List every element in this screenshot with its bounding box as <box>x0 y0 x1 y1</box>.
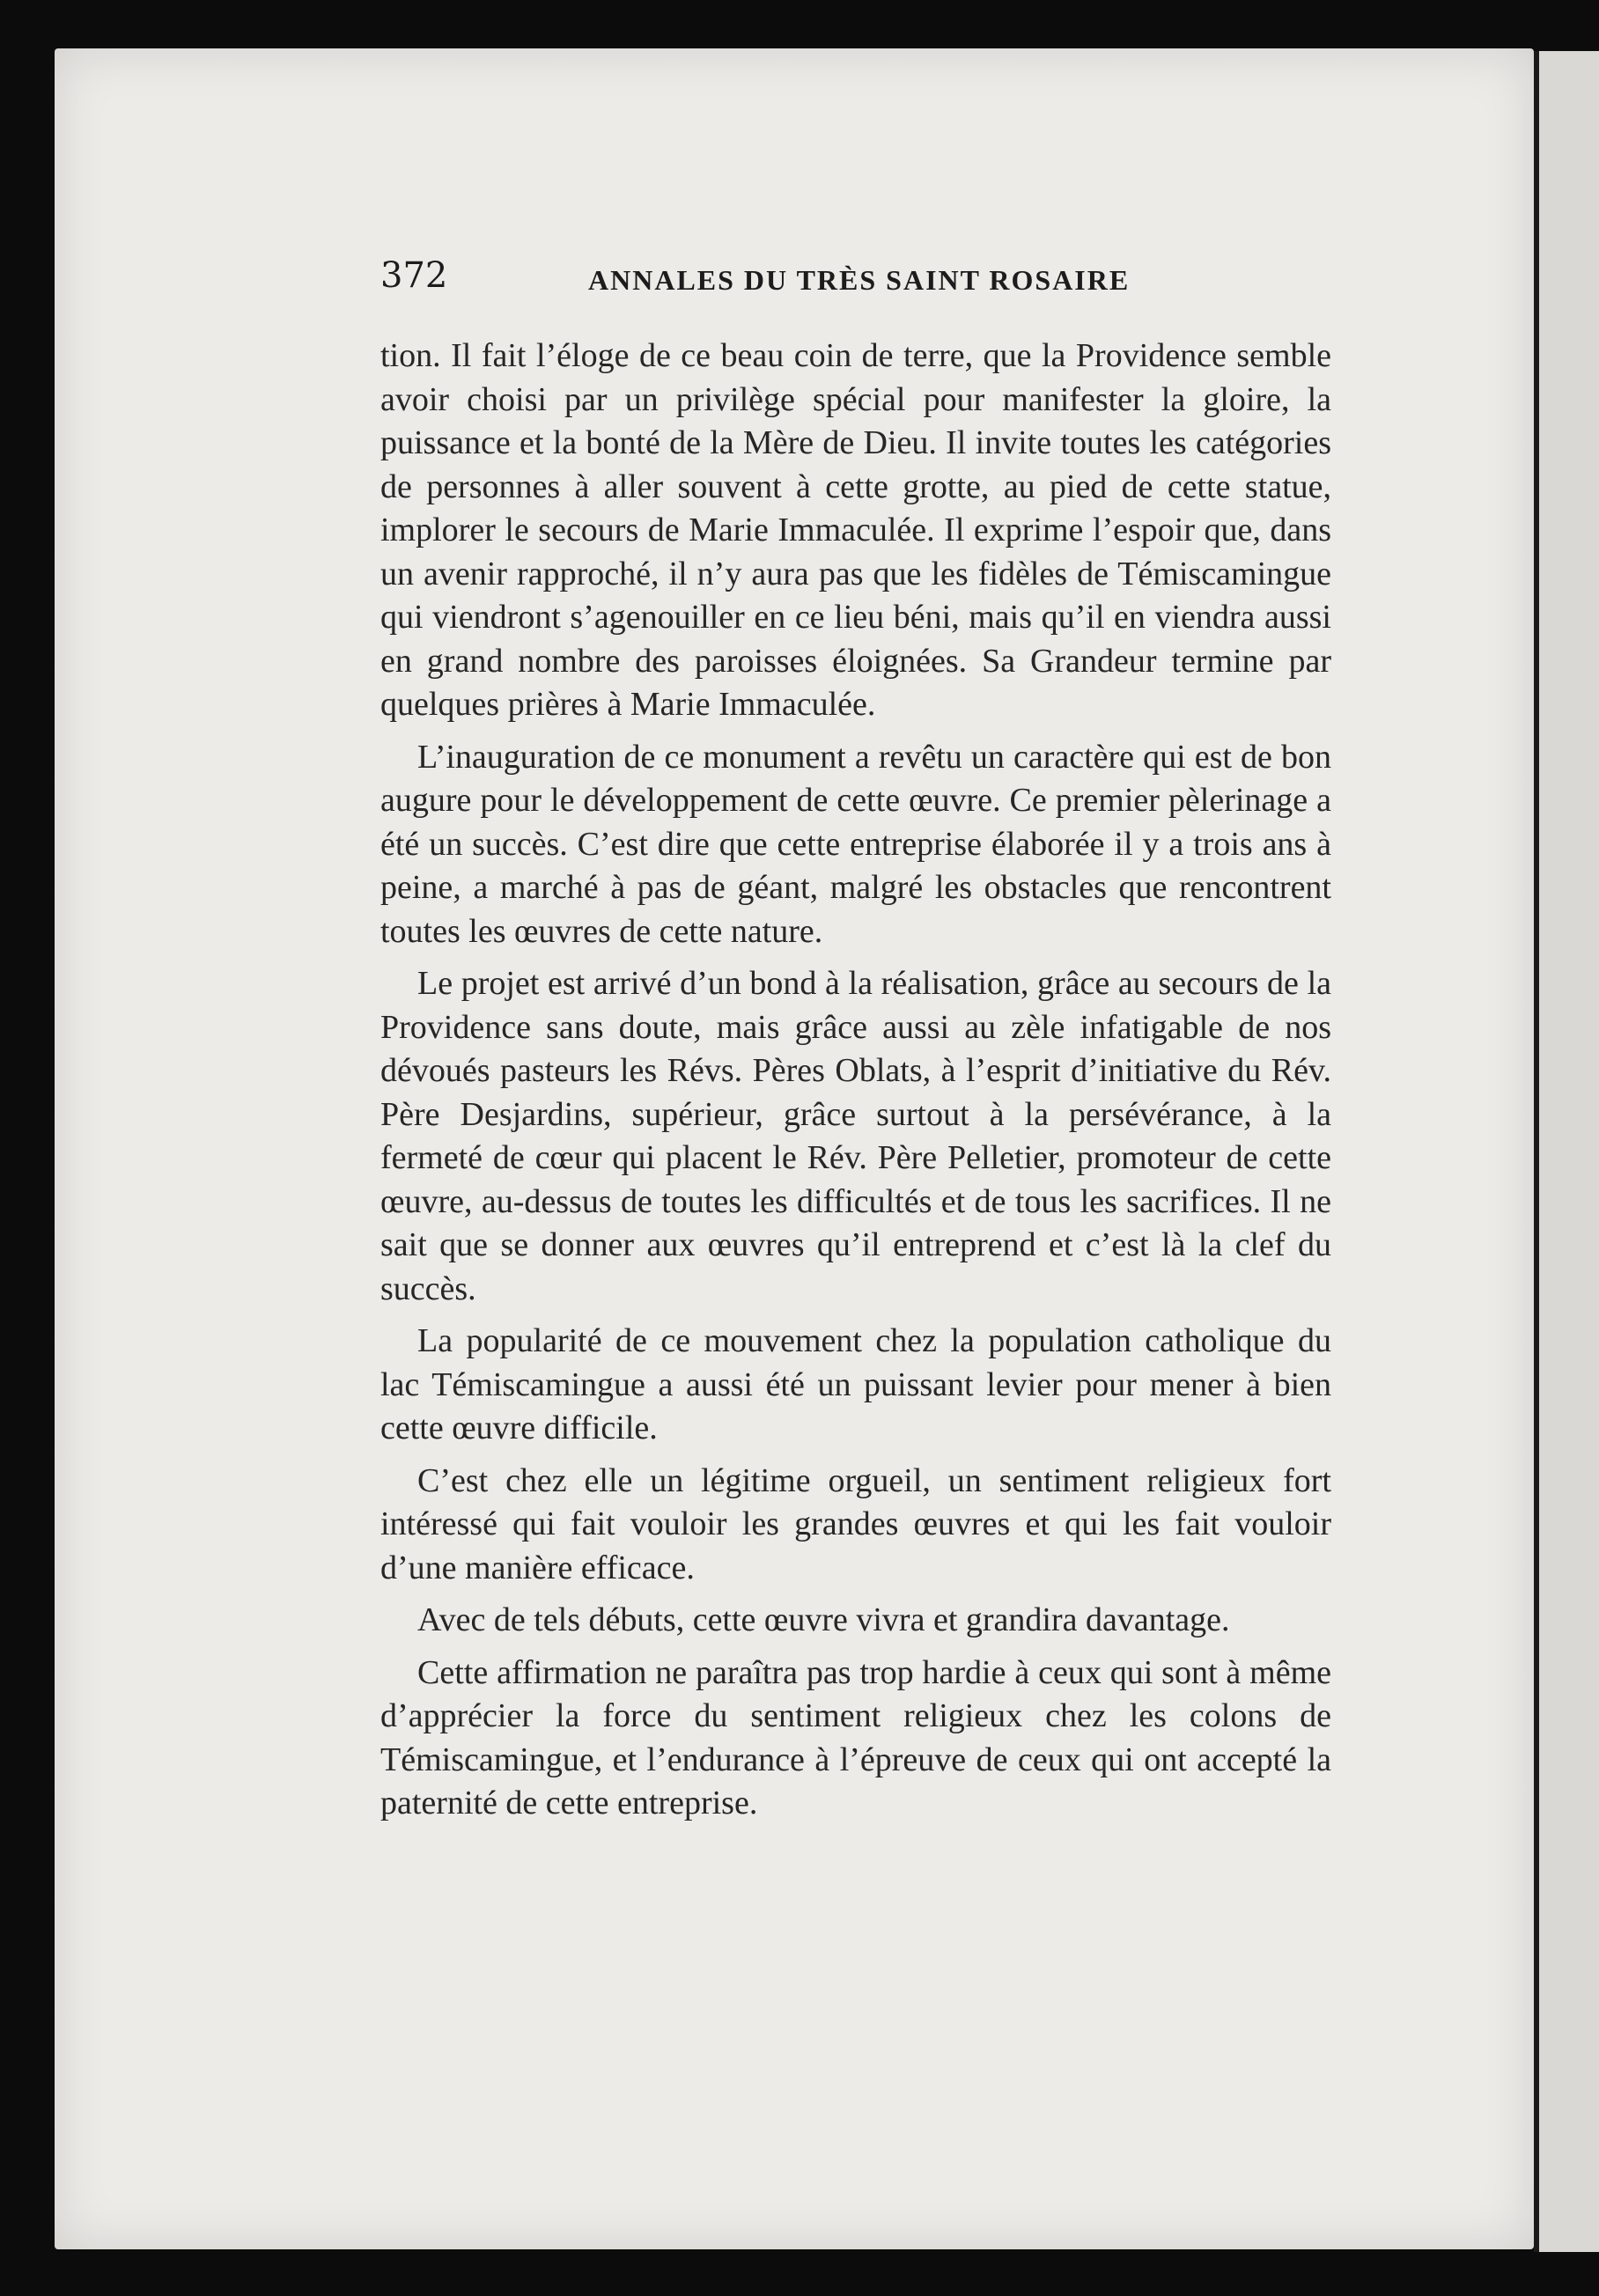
paragraph-affirmation: Cette affirmation ne paraîtra pas trop hardie à ceux qui sont à même d’apprécier la force du sentiment religieux chez les colons de Témiscamingue, et l’endurance à l’épreuve de ceux qui ont accepté la paternité de cette entreprise. <box>380 1653 1331 1821</box>
paragraph-inauguration: L’inauguration de ce monument a revêtu un caractère qui est de bon augure pour le développement de cette œuvre. Ce premier pèlerinage a été un succès. C’est dire que cette entreprise élaborée il y a trois ans à peine, a marché à pas de géant, malgré les obstacles que rencontrent toutes les œuvres de cette nature. <box>380 738 1331 950</box>
body-text <box>380 335 1331 1835</box>
paragraph-pride: C’est chez elle un légitime orgueil, un sentiment religieux fort intéressé qui fait vouloir les grandes œuvres et qui les fait vouloir d’une manière efficace. <box>380 1461 1331 1586</box>
paragraph-project: Le projet est arrivé d’un bond à la réalisation, grâce au secours de la Providence sans doute, mais grâce aussi au zèle infatigable de nos dévoués pasteurs les Révs. Pères Oblats, à l’esprit d’initiative du Rév. Père Desjardins, supérieur, grâce surtout à la persévérance, à la fermeté de cœur qui placent le Rév. Père Pelletier, promoteur de cette œuvre, au-dessus de toutes les difficultés et de tous les sacrifices. Il ne sait que se donner aux œuvres qu’il entreprend et c’est là la clef du succès. <box>380 965 1331 1307</box>
page-header <box>380 255 1331 308</box>
paragraph-popularity: La popularité de ce mouvement chez la population catholique du lac Témiscamingue a aussi été un puissant levier pour mener à bien cette œuvre difficile. <box>380 1322 1331 1446</box>
next-page-edge <box>1534 51 1599 2252</box>
running-title: ANNALES DU TRÈS SAINT ROSAIRE <box>588 264 1131 296</box>
page-number: 372 <box>380 255 448 296</box>
paragraph-continuation: tion. Il fait l’éloge de ce beau coin de terre, que la Providence semble avoir choisi par un privilège spécial pour manifester la gloire, la puissance et la bonté de la Mère de Dieu. Il invite toutes les catégories de personnes à aller souvent à cette grotte, au pied de cette statue, implorer le secours de Marie Immaculée. Il exprime l’espoir que, dans un avenir rapproché, il n’y aura pas que les fidèles de Témiscamingue qui viendront s’agenouiller en ce lieu béni, mais qu’il en viendra aussi en grand nombre des paroisses éloignées. Sa Grandeur termine par quelques prières à Marie Immaculée. <box>380 337 1331 723</box>
paragraph-beginnings: Avec de tels débuts, cette œuvre vivra et grandira davantage. <box>417 1601 1230 1638</box>
